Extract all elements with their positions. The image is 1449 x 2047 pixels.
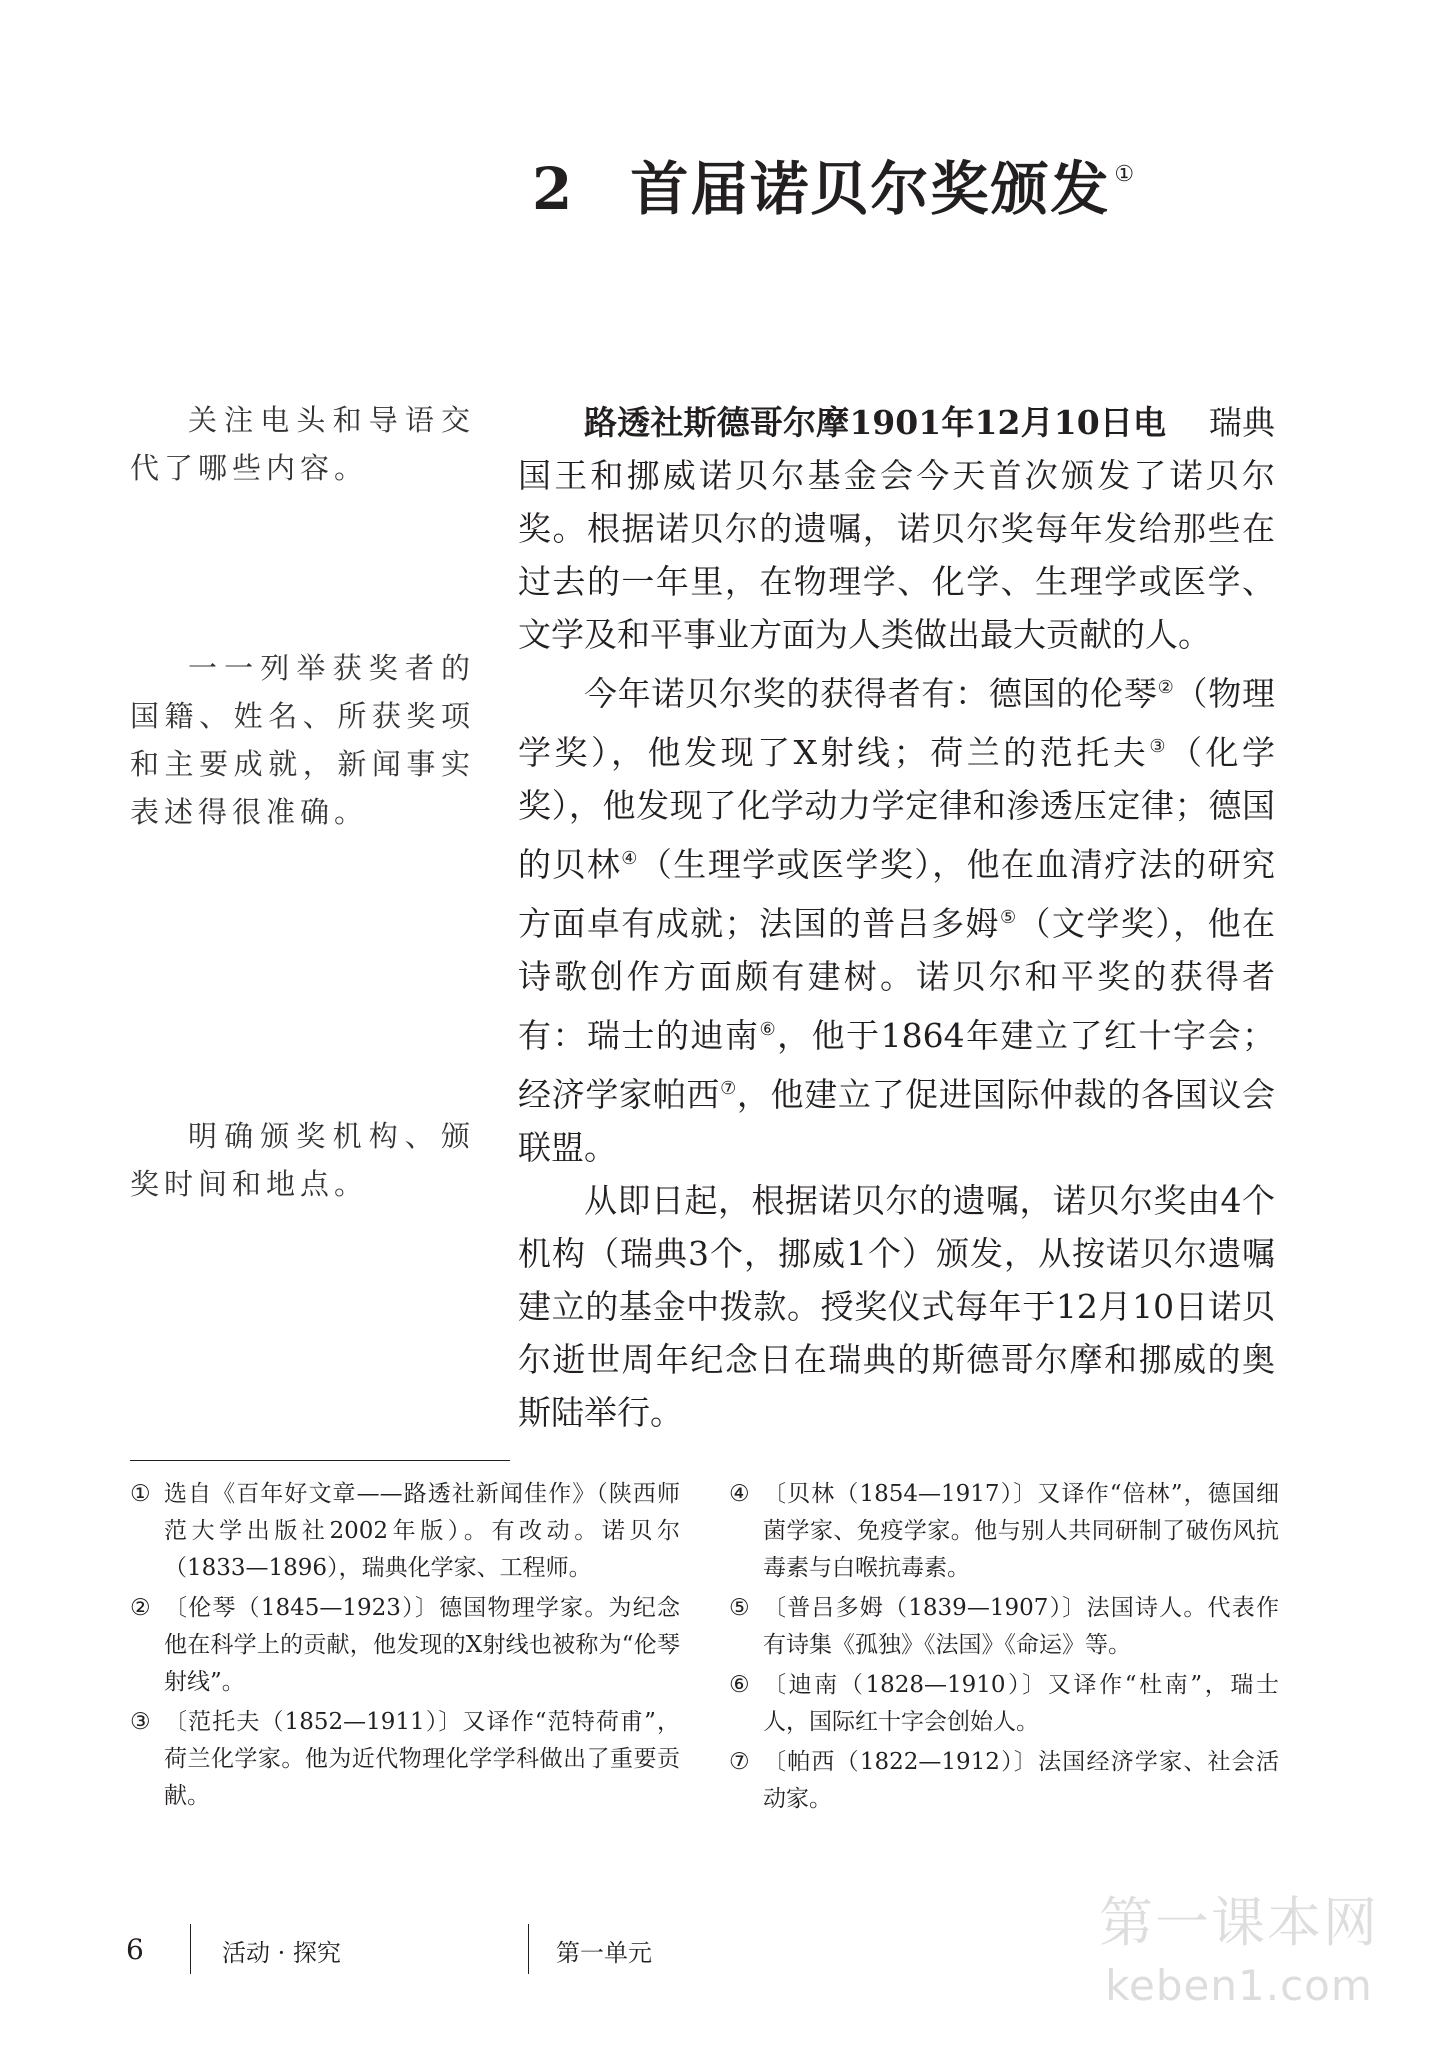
footnote-ref-7[interactable]: ⑦ (720, 1078, 737, 1099)
side-note-3: 明确颁奖机构、颁奖时间和地点。 (130, 1119, 475, 1201)
footnote-ref-6[interactable]: ⑥ (759, 1019, 778, 1040)
footnote-3: ③ 〔范托夫（1852—1911）〕又译作“范特荷甫”，荷兰化学家。他为近代物理化学学科做出了重要贡献。 (130, 1709, 680, 1809)
footer-section: 活动 · 探究 (222, 1939, 341, 1967)
page-title (532, 142, 1136, 226)
footnote-ref-3[interactable]: ③ (1149, 736, 1169, 757)
footnotes-right (729, 1476, 1279, 1821)
footer-separator-1 (190, 1924, 191, 1974)
footnote-7: ⑦ 〔帕西（1822—1912）〕法国经济学家、社会活动家。 (729, 1749, 1279, 1812)
footer-unit: 第一单元 (556, 1939, 652, 1967)
footnote-ref-5[interactable]: ⑤ (999, 907, 1018, 928)
dateline: 路透社斯德哥尔摩1901年12月10日电 (584, 403, 1167, 442)
lesson-title: 首届诺贝尔奖颁发 (630, 155, 1111, 223)
article-paragraph-2: 今年诺贝尔奖的获得者有：德国的伦琴②（物理学奖），他发现了X射线；荷兰的范托夫③（化学奖），他发现了化学动力学定律和渗透压定律；德国的贝林④（生理学或医学奖），他在血清疗法的研究方面卓有成就；法国的普吕多姆⑤（文学奖），他在诗歌创作方面颇有建树。诺贝尔和平奖的获得者有：瑞士的迪南⑥，他于1864年建立了红十字会；经济学家帕西⑦，他建立了促进国际仲裁的各国议会联盟。 (518, 674, 1276, 1167)
footnote-4: ④ 〔贝林（1854—1917）〕又译作“倍林”，德国细菌学家、免疫学家。他与别人共同研制了破伤风抗毒素与白喉抗毒素。 (729, 1481, 1279, 1581)
page-number: 6 (126, 1933, 144, 1966)
title-footnote-marker[interactable]: ① (1114, 162, 1137, 187)
footer-separator-2 (528, 1924, 529, 1974)
side-note-2: 一一列举获奖者的国籍、姓名、所获奖项和主要成就，新闻事实表述得很准确。 (130, 651, 475, 829)
article-paragraph-3: 从即日起，根据诺贝尔的遗嘱，诺贝尔奖由4个机构（瑞典3个，挪威1个）颁发，从按诺贝尔遗嘱建立的基金中拨款。授奖仪式每年于12月10日诺贝尔逝世周年纪念日在瑞典的斯德哥尔摩和挪威的奥斯陆举行。 (518, 1181, 1275, 1432)
article-body (518, 396, 1275, 1439)
watermark-cn: 第一课本网 (1099, 1891, 1379, 1954)
footnote-5: ⑤ 〔普吕多姆（1839—1907）〕法国诗人。代表作有诗集《孤独》《法国》《命运》等。 (729, 1595, 1279, 1658)
footnote-2: ② 〔伦琴（1845—1923）〕德国物理学家。为纪念他在科学上的贡献，他发现的X射线也被称为“伦琴射线”。 (130, 1595, 680, 1695)
article-paragraph-1: 路透社斯德哥尔摩1901年12月10日电 瑞典国王和挪威诺贝尔基金会今天首次颁发了诺贝尔奖。根据诺贝尔的遗嘱，诺贝尔奖每年发给那些在过去的一年里，在物理学、化学、生理学或医学、文学及和平事业方面为人类做出最大贡献的人。 (518, 403, 1275, 654)
footnote-divider (130, 1460, 510, 1461)
watermark (1099, 1880, 1379, 2010)
watermark-en: keben1.com (1105, 1961, 1373, 2010)
footnote-6: ⑥ 〔迪南（1828—1910）〕又译作“杜南”，瑞士人，国际红十字会创始人。 (729, 1672, 1279, 1735)
lesson-number: 2 (532, 155, 575, 223)
footnote-ref-2[interactable]: ② (1157, 677, 1175, 698)
footnotes-left (130, 1476, 680, 1818)
side-note-1: 关注电头和导语交代了哪些内容。 (130, 403, 475, 485)
footnote-1: ① 选自《百年好文章——路透社新闻佳作》（陕西师范大学出版社2002年版）。有改动。诺贝尔（1833—1896），瑞典化学家、工程师。 (130, 1481, 680, 1581)
footnote-ref-4[interactable]: ④ (621, 848, 639, 869)
